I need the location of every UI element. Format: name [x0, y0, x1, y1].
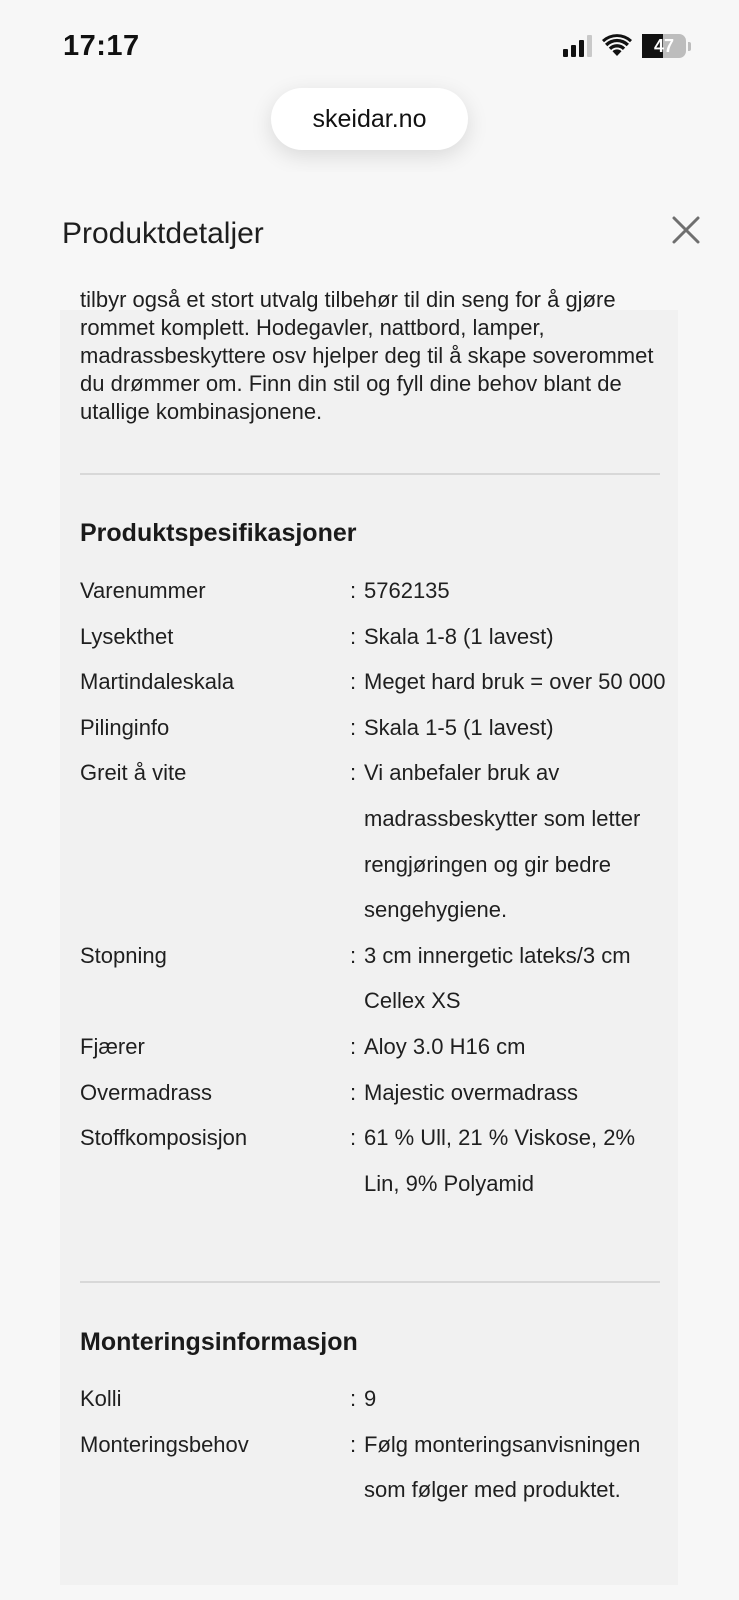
spec-label: Stopning	[80, 942, 167, 968]
spec-value: Skala 1-5 (1 lavest)	[364, 714, 554, 740]
spec-separator: :	[350, 942, 357, 968]
divider	[80, 473, 660, 475]
spec-row	[80, 1115, 670, 1206]
spec-row	[80, 1376, 670, 1422]
spec-value: 5762135	[364, 578, 450, 603]
spec-value: Vi anbefaler bruk av madrassbeskytter som letter rengjøringen og gir bedre sengehygiene.	[364, 760, 641, 923]
spec-separator: :	[350, 1431, 357, 1457]
spec-separator: :	[350, 1079, 357, 1105]
spec-row	[80, 1422, 670, 1513]
spec-value: Aloy 3.0 H16 cm	[364, 1033, 526, 1059]
assembly-title: Monteringsinformasjon	[80, 1328, 358, 1356]
sheet-title: Produktdetaljer	[62, 217, 264, 250]
spec-label: Stoffkomposisjon	[80, 1125, 248, 1151]
spec-label: Martindaleskala	[80, 669, 235, 695]
spec-label: Monteringsbehov	[80, 1431, 249, 1457]
status-bar	[0, 0, 739, 80]
spec-value: 3 cm innergetic lateks/3 cm Cellex XS	[364, 942, 631, 1014]
spec-label: Fjærer	[80, 1033, 145, 1059]
close-icon[interactable]	[668, 212, 704, 248]
divider	[80, 1281, 660, 1283]
spec-value: 9	[364, 1386, 377, 1411]
assembly-table	[80, 1376, 670, 1513]
spec-separator: :	[350, 578, 357, 603]
description-block	[80, 286, 670, 426]
spec-value: Meget hard bruk = over 50 000	[364, 669, 666, 695]
spec-separator: :	[350, 669, 357, 695]
spec-row	[80, 1070, 670, 1116]
spec-separator: :	[350, 714, 357, 740]
status-icons	[563, 34, 691, 58]
spec-row	[80, 1024, 670, 1070]
specs-table	[80, 568, 670, 1206]
battery-percent: 47	[653, 35, 675, 56]
spec-row	[80, 568, 670, 614]
spec-label: Lysekthet	[80, 623, 174, 649]
spec-label: Greit å vite	[80, 760, 187, 786]
battery-icon	[642, 34, 686, 58]
wifi-icon	[602, 35, 632, 57]
battery-tip	[688, 42, 691, 51]
spec-row	[80, 933, 670, 1024]
spec-value: Majestic overmadrass	[364, 1079, 578, 1105]
specs-title: Produktspesifikasjoner	[80, 519, 357, 547]
spec-value: 61 % Ull, 21 % Viskose, 2% Lin, 9% Polyamid	[364, 1125, 636, 1196]
spec-row	[80, 705, 670, 751]
spec-label: Overmadrass	[80, 1079, 213, 1105]
spec-label: Kolli	[80, 1386, 122, 1411]
spec-label: Varenummer	[80, 578, 206, 603]
spec-label: Pilinginfo	[80, 714, 170, 740]
description-text: tilbyr også et stort utvalg tilbehør til din seng for å gjøre rommet komplett. Hodegavler, nattbord, lamper, madrassbeskyttere osv hjelper deg til å skape soverommet du drømmer om. Finn din stil og fyll dine behov blant de utallige kombinasjonene.	[80, 287, 654, 424]
spec-separator: :	[350, 1386, 357, 1411]
spec-separator: :	[350, 760, 357, 786]
spec-row	[80, 659, 670, 705]
spec-value: Skala 1-8 (1 lavest)	[364, 623, 554, 649]
spec-separator: :	[350, 1125, 357, 1151]
cellular-signal-icon	[563, 35, 592, 57]
product-details-panel	[60, 287, 678, 1585]
spec-value: Følg monteringsanvisningen som følger med produktet.	[364, 1431, 641, 1503]
url-bar[interactable]	[271, 88, 468, 150]
status-time: 17:17	[63, 30, 140, 62]
spec-row	[80, 750, 670, 932]
spec-row	[80, 614, 670, 660]
spec-separator: :	[350, 1033, 357, 1059]
url-text: skeidar.no	[312, 104, 427, 133]
spec-separator: :	[350, 623, 357, 649]
